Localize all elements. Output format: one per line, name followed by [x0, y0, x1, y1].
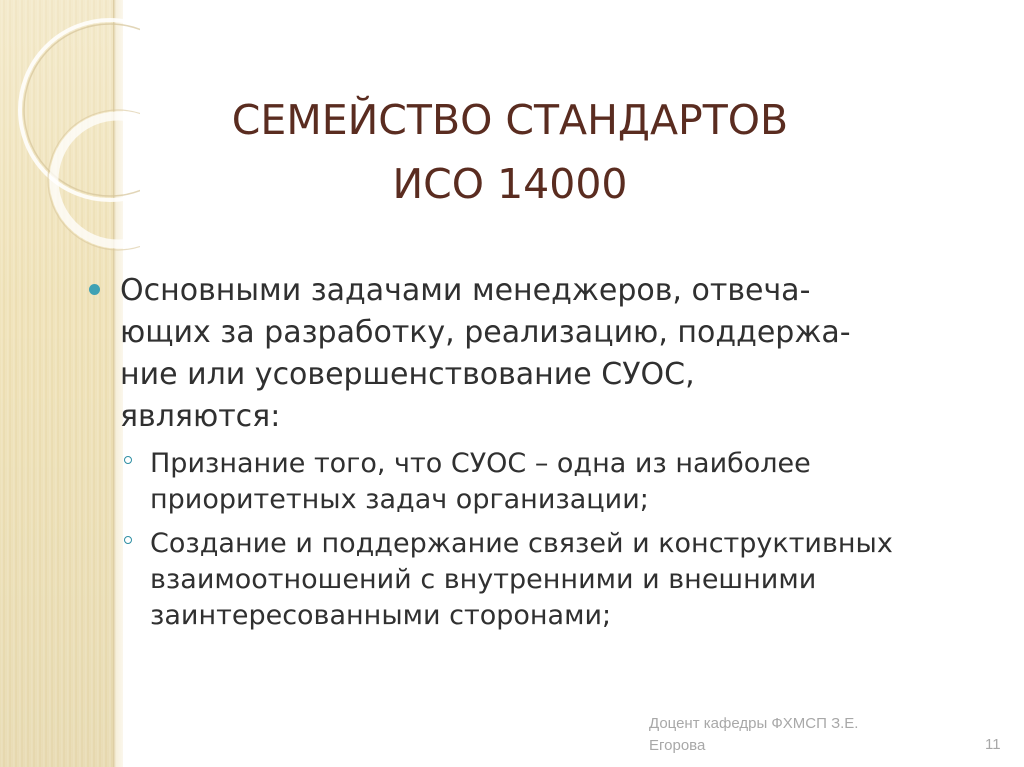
slide-title: [160, 88, 860, 216]
decorative-rings-icon: [0, 0, 140, 260]
sub-bullet-line: Признание того, что СУОС – одна из наиболее: [150, 448, 811, 479]
slide-content: [88, 270, 988, 634]
bullet-dot-icon: [89, 284, 100, 295]
slide-footer: [649, 713, 939, 757]
bullet-line: ние или усовершенствование СУОС,: [120, 357, 695, 392]
sub-bullet-ring-icon: [124, 456, 132, 464]
sub-bullet-line: Создание и поддержание связей и конструктивных: [150, 528, 893, 559]
sub-bullet-line: взаимоотношений с внутренними и внешними: [150, 564, 817, 595]
sub-bullet: [88, 446, 988, 518]
title-line: СЕМЕЙСТВО СТАНДАРТОВ: [231, 96, 789, 144]
title-line: ИСО 14000: [392, 160, 628, 208]
sub-bullet-line: заинтересованными сторонами;: [150, 600, 612, 631]
sub-bullet: [88, 526, 988, 634]
main-bullet-text: [120, 270, 988, 438]
bullet-line: ющих за разработку, реализацию, поддержа-: [120, 315, 851, 350]
sub-bullet-line: приоритетных задач организации;: [150, 484, 649, 515]
bullet-line: Основными задачами менеджеров, отвеча-: [120, 273, 811, 308]
footer-line: Доцент кафедры ФХМСП З.Е.: [649, 715, 859, 732]
footer-line: Егорова: [649, 737, 706, 754]
bullet-line: являются:: [120, 399, 281, 434]
main-bullet: [88, 270, 988, 438]
page-number: 11: [985, 736, 1001, 753]
sub-bullet-ring-icon: [124, 536, 132, 544]
